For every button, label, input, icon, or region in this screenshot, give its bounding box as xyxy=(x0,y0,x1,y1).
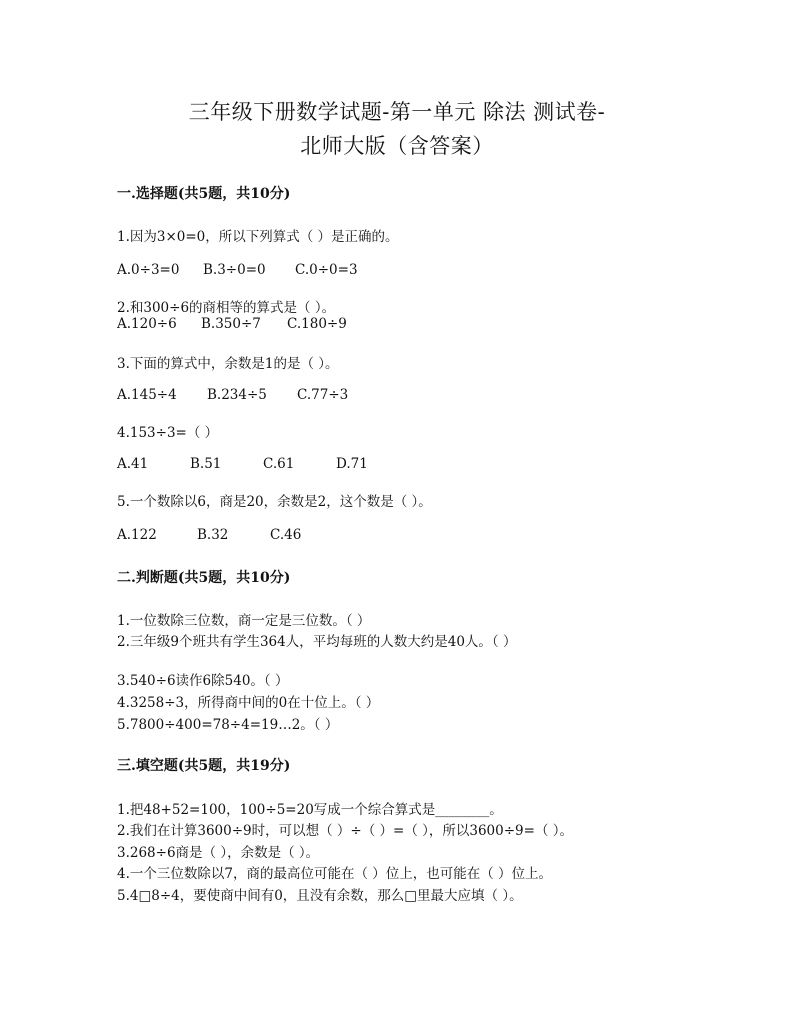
option-c: C.61 xyxy=(263,456,295,472)
question-options xyxy=(117,456,368,472)
option-a: A.120÷6 xyxy=(117,316,177,332)
option-a: A.122 xyxy=(117,527,157,543)
option-b: B.234÷5 xyxy=(207,387,267,403)
question-text: 4.一个三位数除以7，商的最高位可能在（ ）位上，也可能在（ ）位上。 xyxy=(117,866,553,882)
question-options xyxy=(117,527,301,543)
option-c: C.0÷0=3 xyxy=(295,262,358,278)
question-options xyxy=(117,316,347,332)
option-b: B.3÷0=0 xyxy=(203,262,266,278)
option-a: A.41 xyxy=(117,456,149,472)
section-heading-judgement: 二.判断题(共5题，共10分) xyxy=(117,570,291,586)
question-text: 1.一位数除三位数，商一定是三位数。（ ） xyxy=(117,613,371,629)
option-a: A.0÷3=0 xyxy=(117,262,180,278)
option-b: B.350÷7 xyxy=(201,316,261,332)
question-text: 3.下面的算式中，余数是1的是（ ）。 xyxy=(117,356,339,372)
section-heading-fill-blank: 三.填空题(共5题，共19分) xyxy=(117,758,291,774)
section-heading-choice: 一.选择题(共5题，共10分) xyxy=(117,186,291,202)
question-options xyxy=(117,262,358,278)
question-text: 1.因为3×0=0，所以下列算式（ ）是正确的。 xyxy=(117,229,399,245)
question-options xyxy=(117,387,348,403)
question-text: 3.540÷6读作6除540。（ ） xyxy=(117,673,289,689)
document-title-line2: 北师大版（含答案） xyxy=(300,134,494,158)
option-a: A.145÷4 xyxy=(117,387,177,403)
question-text: 4.3258÷3，所得商中间的0在十位上。（ ） xyxy=(117,695,380,711)
question-text: 2.我们在计算3600÷9时，可以想（ ）÷（ ）=（ ），所以3600÷9=（ ）。 xyxy=(117,823,573,839)
option-c: C.180÷9 xyxy=(287,316,347,332)
question-text: 5.7800÷400=78÷4=19…2。（ ） xyxy=(117,717,339,733)
question-text: 5.4□8÷4，要使商中间有0，且没有余数，那么□里最大应填（ ）。 xyxy=(117,888,523,904)
option-d: D.71 xyxy=(336,456,368,472)
question-text: 2.和300÷6的商相等的算式是（ ）。 xyxy=(117,300,336,316)
question-text: 3.268÷6商是（ ），余数是（ ）。 xyxy=(117,845,320,861)
option-b: B.32 xyxy=(197,527,229,543)
question-text: 5.一个数除以6，商是20，余数是2，这个数是（ ）。 xyxy=(117,494,432,510)
option-c: C.46 xyxy=(270,527,302,543)
option-b: B.51 xyxy=(190,456,222,472)
option-c: C.77÷3 xyxy=(297,387,349,403)
document-title-line1: 三年级下册数学试题-第一单元 除法 测试卷- xyxy=(188,100,606,124)
question-text: 2.三年级9个班共有学生364人，平均每班的人数大约是40人。（ ） xyxy=(117,634,517,650)
question-text: 4.153÷3=（ ） xyxy=(117,425,219,441)
question-text: 1.把48+52=100，100÷5=20写成一个综合算式是________。 xyxy=(117,802,503,818)
